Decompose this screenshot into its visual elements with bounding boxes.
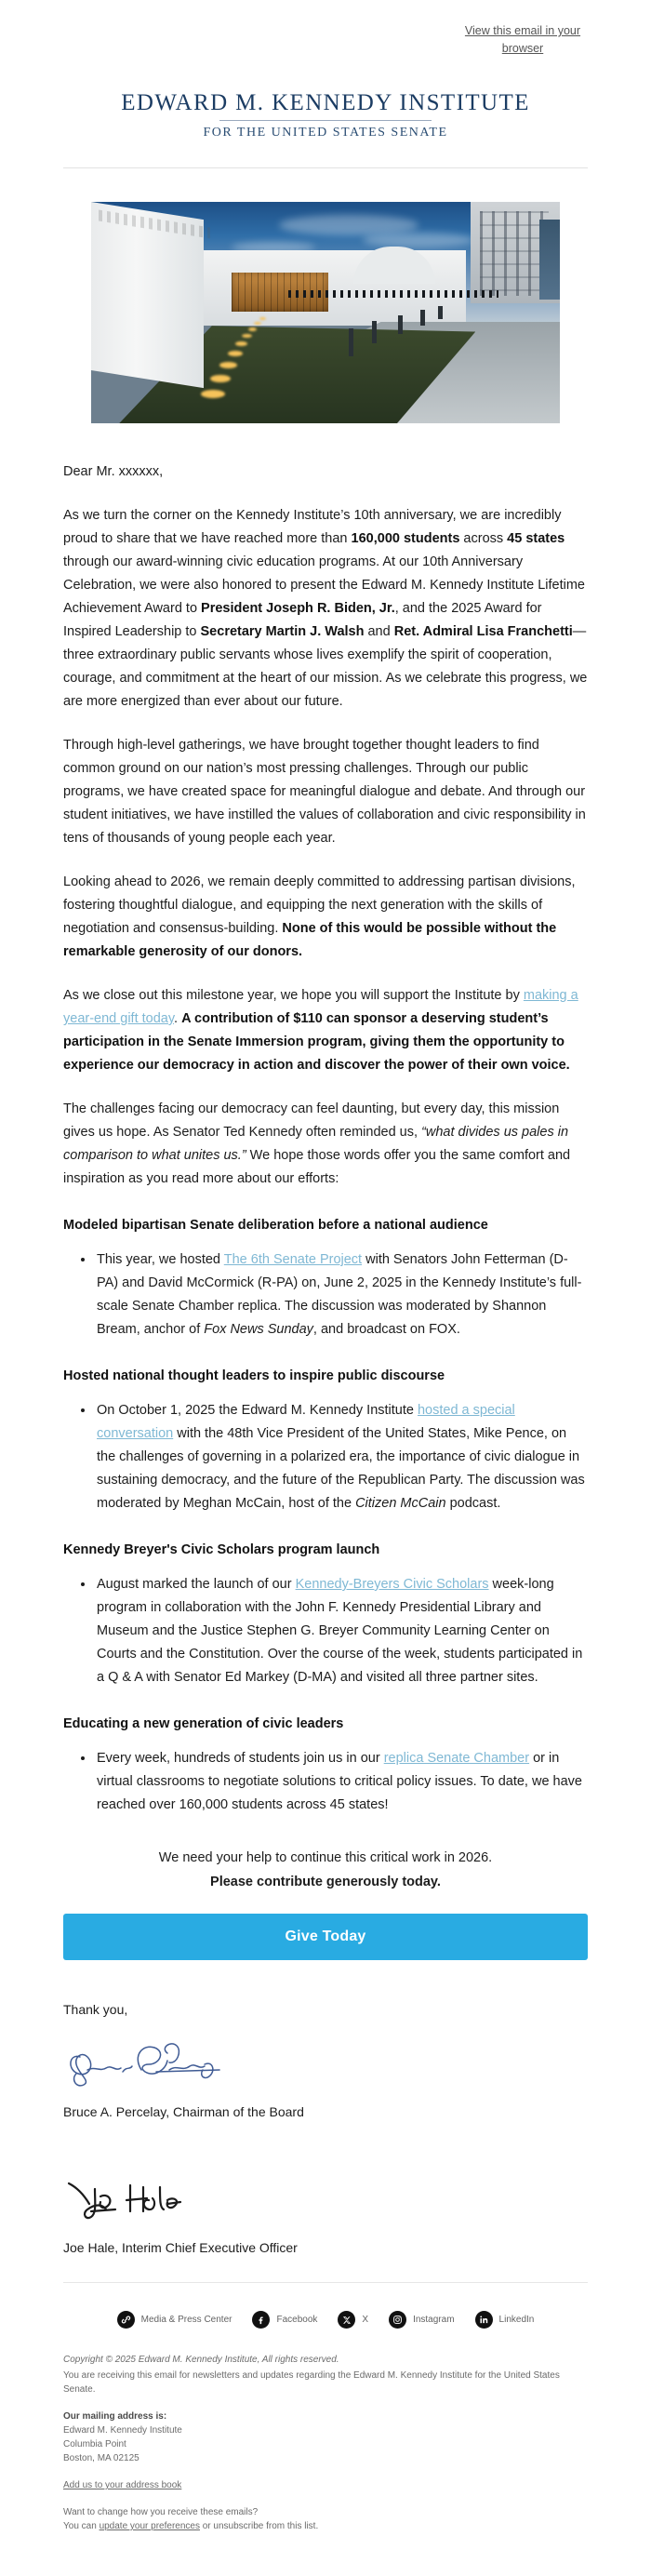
address-line-1: Edward M. Kennedy Institute xyxy=(63,2425,182,2436)
logo-secondary-text: FOR THE UNITED STATES SENATE xyxy=(203,126,448,140)
preheader xyxy=(0,17,651,58)
signer-name-chairman: Bruce A. Percelay, Chairman of the Board xyxy=(63,2104,304,2119)
fox-news-sunday-title: Fox News Sunday xyxy=(204,1322,313,1337)
add-to-address-book-link[interactable]: Add us to your address book xyxy=(63,2480,182,2490)
bullet-2-part-b: week-long program in collaboration with the John F. Kennedy Presidential Library and Museum and the Justice Stephen G. Breyer Community Learning Center on Courts and the Constitution. Over the course of the week, students participated in a Q & A with Senator Ed Markey (D-MA) and visited all three partner sites. xyxy=(97,1577,583,1685)
contribution-emphasis: A contribution of $110 can sponsor a deserving student’s participation in the Senate Immersion program, giving them the opportunity to experience our democracy in action and discover the power of their own voice. xyxy=(63,1011,570,1073)
salutation: Dear Mr. xxxxxx, xyxy=(63,464,164,479)
donor-emphasis: None of this would be possible without the remarkable generosity of our donors. xyxy=(63,921,557,959)
civic-scholars-link[interactable]: Kennedy-Breyers Civic Scholars xyxy=(295,1577,489,1592)
p4-part-a: As we close out this milestone year, we hope you will support the Institute by xyxy=(63,988,524,1003)
link-icon xyxy=(117,2311,135,2329)
honoree-biden: President Joseph R. Biden, Jr. xyxy=(201,601,395,616)
social-link-x[interactable] xyxy=(338,2311,368,2329)
social-link-instagram[interactable] xyxy=(389,2311,454,2329)
p1-part-g: , and the 2025 Award for Inspired Leadership to xyxy=(63,601,542,639)
social-label: Instagram xyxy=(413,2314,455,2325)
give-today-button[interactable]: Give Today xyxy=(63,1914,588,1960)
prefs-part-b: or unsubscribe from this list. xyxy=(199,2521,319,2531)
social-link-media-press-center[interactable] xyxy=(117,2311,232,2329)
stat-states: 45 states xyxy=(507,531,565,546)
linkedin-icon xyxy=(475,2311,493,2329)
bullet-1-part-c: podcast. xyxy=(445,1496,501,1511)
bullet-3-part-a: Every week, hundreds of students join us in our xyxy=(97,1751,384,1766)
p1-part-k: —three extraordinary public servants whose lives exemplify the spirit of cooperation, courage, and commitment at the heart of our mission. As we celebrate this progress, we are more energized than ever about our future. xyxy=(63,624,588,709)
list-item xyxy=(95,1747,588,1817)
section-heading-3: Educating a new generation of civic leaders xyxy=(63,1716,344,1731)
paragraph-2026 xyxy=(63,871,588,964)
social-label: LinkedIn xyxy=(498,2314,535,2325)
brand-logo xyxy=(0,58,651,141)
mailing-address-label: Our mailing address is: xyxy=(63,2411,167,2422)
bullet-0-part-a: This year, we hosted xyxy=(97,1252,224,1267)
logo-primary-text: EDWARD M. KENNEDY INSTITUTE xyxy=(121,90,530,115)
footer-fineprint xyxy=(0,2329,651,2533)
senate-project-link[interactable]: The 6th Senate Project xyxy=(223,1252,363,1267)
bullet-0-part-c: , and broadcast on FOX. xyxy=(312,1322,460,1337)
bullet-1-part-a: On October 1, 2025 the Edward M. Kennedy Institute xyxy=(97,1403,418,1418)
view-in-browser-link[interactable]: View this email in your browser xyxy=(464,24,581,55)
section-bullets-3 xyxy=(63,1747,588,1817)
address-line-2: Columbia Point xyxy=(63,2439,126,2449)
section-heading-1: Hosted national thought leaders to inspire public discourse xyxy=(63,1368,445,1383)
p1-part-c: across xyxy=(459,531,508,546)
thank-you-text: Thank you, xyxy=(63,2002,128,2017)
social-label: Facebook xyxy=(276,2314,318,2325)
section-heading-2: Kennedy Breyer's Civic Scholars program launch xyxy=(63,1542,380,1557)
bullet-2-part-a: August marked the launch of our xyxy=(97,1577,296,1592)
update-preferences-link[interactable]: update your preferences xyxy=(99,2521,200,2531)
year-end-gift-link[interactable]: making a year-end gift today xyxy=(63,988,578,1026)
bullet-1-part-b: with the 48th Vice President of the United States, Mike Pence, on the challenges of governing in a polarized era, the importance of civic dialogue in sustaining democracy, and the future of the Republican Party. The discussion was moderated by Meghan McCain, host of the xyxy=(97,1426,585,1511)
header-divider xyxy=(63,167,588,168)
preferences-question: Want to change how you receive these emails? xyxy=(63,2507,259,2517)
section-bullets-1 xyxy=(63,1399,588,1515)
p1-part-a: As we turn the corner on the Kennedy Institute’s 10th anniversary, we are incredibly proud to share that we have reached more than xyxy=(63,508,562,546)
social-label: Media & Press Center xyxy=(140,2314,232,2325)
cta-text-block xyxy=(0,1837,651,1893)
facebook-icon xyxy=(252,2311,270,2329)
logo-divider-rule xyxy=(219,120,432,121)
section-heading-0: Modeled bipartisan Senate deliberation before a national audience xyxy=(63,1218,488,1233)
cta-line-2: Please contribute generously today. xyxy=(210,1875,441,1889)
replica-senate-chamber-link[interactable]: replica Senate Chamber xyxy=(383,1751,530,1766)
list-item xyxy=(95,1248,588,1341)
signer-name-ceo: Joe Hale, Interim Chief Executive Officer xyxy=(63,2240,298,2255)
signature-bruce-percelay xyxy=(63,2033,249,2092)
social-link-linkedin[interactable] xyxy=(475,2311,535,2329)
p5-part-a: The challenges facing our democracy can feel daunting, but every day, this mission gives us hope. As Senator Ted Kennedy often reminded us, xyxy=(63,1101,560,1140)
social-links-row xyxy=(0,2283,651,2329)
preferences-sentence xyxy=(63,2519,588,2533)
p1-part-e: through our award-winning civic education programs. At our 10th Anniversary Celebration, we were also honored to present the Edward M. Kennedy Institute Lifetime Achievement Award to xyxy=(63,554,585,616)
instagram-icon xyxy=(389,2311,406,2329)
cta-line-1: We need your help to continue this critical work in 2026. xyxy=(158,1850,493,1865)
bullet-3-part-b: or in virtual classrooms to negotiate solutions to critical policy issues. To date, we have reached over 160,000 students across 45 states! xyxy=(97,1751,582,1812)
paragraph-anniversary xyxy=(63,504,588,714)
hero-image xyxy=(91,202,560,423)
citizen-mccain-title: Citizen McCain xyxy=(355,1496,446,1511)
p4-part-b: . xyxy=(174,1011,182,1026)
p1-part-i: and xyxy=(364,624,394,639)
social-link-facebook[interactable] xyxy=(252,2311,317,2329)
list-item xyxy=(95,1573,588,1689)
copyright-text: Copyright © 2025 Edward M. Kennedy Institute, All rights reserved. xyxy=(63,2355,339,2365)
paragraph-gatherings: Through high-level gatherings, we have brought together thought leaders to find common ground on our nation’s most pressing challenges. Through our public programs, we have created space for meaningful dialogue and debate. And through our student initiatives, we have instilled the values of collaboration and civic responsibility in tens of thousands of young people each year. xyxy=(63,738,586,846)
receiving-text: You are receiving this email for newsletters and updates regarding the Edward M. Kennedy Institute for the United States Senate. xyxy=(63,2370,560,2395)
x-twitter-icon xyxy=(338,2311,355,2329)
bullet-0-part-b: with Senators John Fetterman (D-PA) and David McCormick (R-PA) on, June 2, 2025 in the Kennedy Institute’s full-scale Senate Chamber replica. The discussion was moderated by Shannon Bream, anchor of xyxy=(97,1252,582,1337)
p3-part-a: Looking ahead to 2026, we remain deeply committed to addressing partisan divisions, fostering thoughtful dialogue, and equipping the next generation with the skills of negotiation and consensus-building. xyxy=(63,874,576,936)
letter-body xyxy=(0,423,651,1817)
stat-students: 160,000 students xyxy=(351,531,460,546)
social-label: X xyxy=(362,2314,369,2325)
signoff-block xyxy=(0,1960,651,2258)
honoree-franchetti: Ret. Admiral Lisa Franchetti xyxy=(393,624,573,639)
address-line-3: Boston, MA 02125 xyxy=(63,2453,140,2463)
prefs-part-a: You can xyxy=(63,2521,100,2531)
kennedy-quote: “what divides us pales in comparison to what unites us.” xyxy=(63,1125,569,1163)
list-item xyxy=(95,1399,588,1515)
section-bullets-2 xyxy=(63,1573,588,1689)
paragraph-quote xyxy=(63,1098,588,1191)
special-conversation-link[interactable]: hosted a special conversation xyxy=(97,1403,515,1441)
honoree-walsh: Secretary Martin J. Walsh xyxy=(200,624,365,639)
p5-part-b: We hope those words offer you the same comfort and inspiration as you read more about our efforts: xyxy=(63,1148,571,1186)
paragraph-appeal xyxy=(63,984,588,1077)
section-bullets-0 xyxy=(63,1248,588,1341)
cta-button-wrap xyxy=(0,1893,651,1960)
signature-joe-hale xyxy=(63,2176,212,2228)
